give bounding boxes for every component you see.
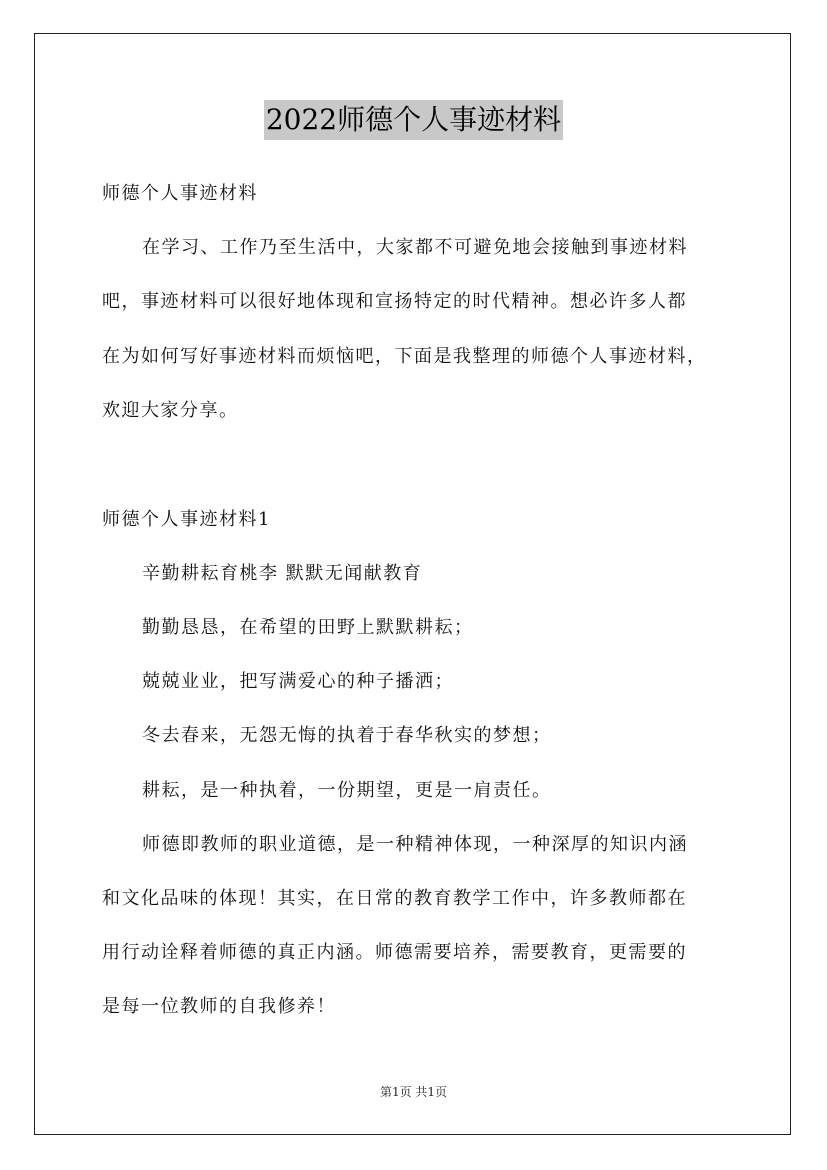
poem-line: 耕耘，是一种执着，一份期望，更是一肩责任。 xyxy=(142,780,552,801)
intro-line: 欢迎大家分享。 xyxy=(102,400,239,421)
document-subtitle: 师德个人事迹材料 xyxy=(102,183,258,204)
poem-line: 勤勤恳恳，在希望的田野上默默耕耘； xyxy=(142,617,474,638)
document-title: 2022师德个人事迹材料 xyxy=(264,100,563,140)
intro-line: 吧，事迹材料可以很好地体现和宣扬特定的时代精神。想必许多人都 xyxy=(102,291,687,312)
paragraph-line: 师德即教师的职业道德，是一种精神体现，一种深厚的知识内涵 xyxy=(142,834,688,855)
page-footer: 第1页 共1页 xyxy=(379,1085,448,1099)
section-heading: 师德个人事迹材料1 xyxy=(102,509,271,530)
poem-line: 辛勤耕耘育桃李 默默无闻献教育 xyxy=(142,563,423,584)
paragraph-line: 是每一位教师的自我修养！ xyxy=(102,996,336,1017)
poem-line: 兢兢业业，把写满爱心的种子播洒； xyxy=(142,671,454,692)
title-container xyxy=(0,100,827,140)
poem-line: 冬去春来，无怨无悔的执着于春华秋实的梦想； xyxy=(142,725,552,746)
paragraph-line: 用行动诠释着师德的真正内涵。师德需要培养，需要教育，更需要的 xyxy=(102,942,687,963)
intro-line: 在为如何写好事迹材料而烦恼吧，下面是我整理的师德个人事迹材料， xyxy=(102,346,707,367)
intro-line: 在学习、工作乃至生活中，大家都不可避免地会接触到事迹材料 xyxy=(142,237,688,258)
paragraph-line: 和文化品味的体现！其实，在日常的教育教学工作中，许多教师都在 xyxy=(102,888,687,909)
